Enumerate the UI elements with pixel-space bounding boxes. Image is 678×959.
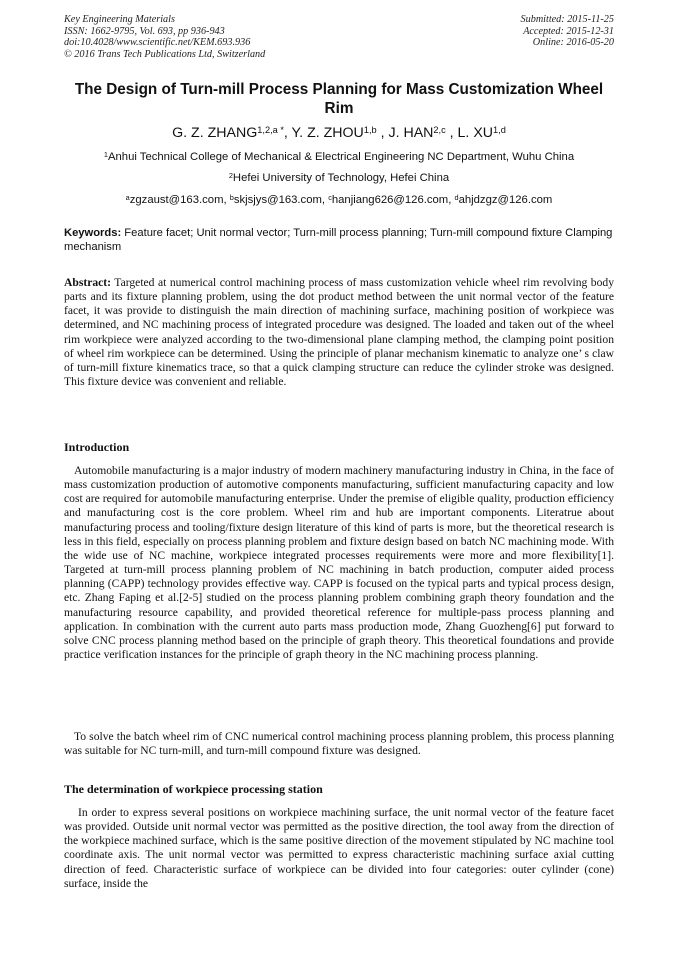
author: G. Z. $ZHANG^{1,2,a *}$,	[172, 124, 292, 141]
section-2-paragraph: In order to express several positions on workpiece machining surface, the unit normal vector of the feature facet was provided. Outside unit normal vector was permitted as the positive direction, the tool away from the direction of the workpiece machined surface, which is the same positive direction of the movement stipulated by NC machine tool coordinate axis. The unit normal vector was permitted to express characteristic machining surface axial cutting direction of feed. Characteristic surface of workpiece can be divided into four categories: outer cylinder (cone) surface, inside the	[64, 806, 614, 890]
author: J. HAN$^{2,c}$ ,	[388, 124, 458, 141]
paper-title: The Design of Turn-mill Process Planning for Mass Customization Wheel Rim	[74, 81, 604, 117]
section-heading-workpiece-station: The determination of workpiece processing station	[64, 782, 323, 796]
affiliation-2: $^2$Hefei University of Technology, Hefei China	[228, 170, 450, 184]
abstract-text: Targeted at numerical control machining process of mass customization vehicle wheel rim revolving body parts and its fixture planning problem, using the dot product method between the unit normal vector of the feature facet, it was provide to distinguish the main direction of machining surface, machining position of workpiece was determined, and NC machining process of integrated procedure was designed. The loaded and taken out of the wheel rim workpiece were analyzed according to the two-dimensional plane clamping method, the clamping point position of wheel rim workpiece can be determined. Using the principle of planar mechanism kinematic to analyze one’ s claw of turn-mill fixture kinematics trace, so that a quick clamping structure can reduce the cylinder stroke was designed. This fixture device was convenient and reliable.	[64, 276, 614, 389]
journal-copyright: © 2016 Trans Tech Publications Ltd, Switzerland	[64, 48, 266, 60]
journal-header	[64, 14, 265, 60]
journal-issn: ISSN: 1662-9795, Vol. 693, pp 936-943	[64, 25, 225, 37]
introduction-paragraph-2: To solve the batch wheel rim of CNC numerical control machining process planning problem, this process planning was suitable for NC turn-mill, and turn-mill compound fixture was designed.	[64, 730, 614, 758]
journal-doi: doi:10.4028/www.scientific.net/KEM.693.936	[64, 37, 251, 49]
section-heading-introduction: Introduction	[64, 440, 130, 454]
affiliation-1: $^1$Anhui Technical College of Mechanical & Electrical Engineering NC Department, Wuhu China	[103, 149, 575, 163]
keywords-label: Keywords:	[64, 227, 122, 239]
keywords-text: Feature facet; Unit normal vector; Turn-mill process planning; Turn-mill compound fixture Clamping mechanism	[64, 227, 613, 253]
journal-name: Key Engineering Materials	[64, 14, 175, 25]
abstract-label: Abstract:	[64, 276, 112, 289]
dates-header	[521, 14, 614, 49]
abstract	[64, 276, 614, 389]
author-list	[40, 124, 638, 142]
submitted-date: Submitted: 2015-11-25	[520, 14, 614, 25]
accepted-date: Accepted: 2015-12-31	[523, 25, 614, 37]
keywords	[64, 227, 614, 254]
introduction-paragraph-1: Automobile manufacturing is a major industry of modern machinery manufacturing industry in China, in the face of mass customization production of automotive components manufacturing, sufficient manufacturing capacity and low cost are required for automobile manufacturing enterprise. Under the premise of eligible quality, production efficiency and manufacturing cost is the core problem. Wheel rim and hub are important components. Literatrue about manufacturing process and tooling/fixture design literature of this kind of parts is more, but the theoretical research is less in this field, especially on process planning problem and fixture design based on batch NC machining mode. With the wide use of NC machine, workpiece integrated processes requirements were more and more flexibility[1]. Targeted at turn-mill process planning problem of NC machining in batch production, computer aided process planning (CAPP) technology provides effective way. CAPP is focused on the typical parts and typical process design, etc. Zhang Faping et al.[2-5] studied on the process planning problem combining graph theory foundation and the manufacturing resource capability, and provided theoretical reference for multiple-pass process planning and application. In combination with the current auto parts mass production mode, Zhang Guozheng[6] put forward to solve CNC process planning method based on the principle of graph theory. This theoretical foundations and provide practice verification instances for the principle of graph theory in the NC machining process planning.	[64, 464, 614, 662]
online-date: Online: 2016-05-20	[532, 37, 614, 49]
author-emails: $^a$zgzaust@163.com, $^b$skjsjys@163.com, $^c$hanjiang626@126.com, $^d$ahjdzgz@126.com	[125, 192, 553, 206]
author: Y. Z. ZHOU$^{1,b}$ ,	[291, 124, 389, 141]
author: L. XU$^{1,d}$	[457, 124, 506, 141]
